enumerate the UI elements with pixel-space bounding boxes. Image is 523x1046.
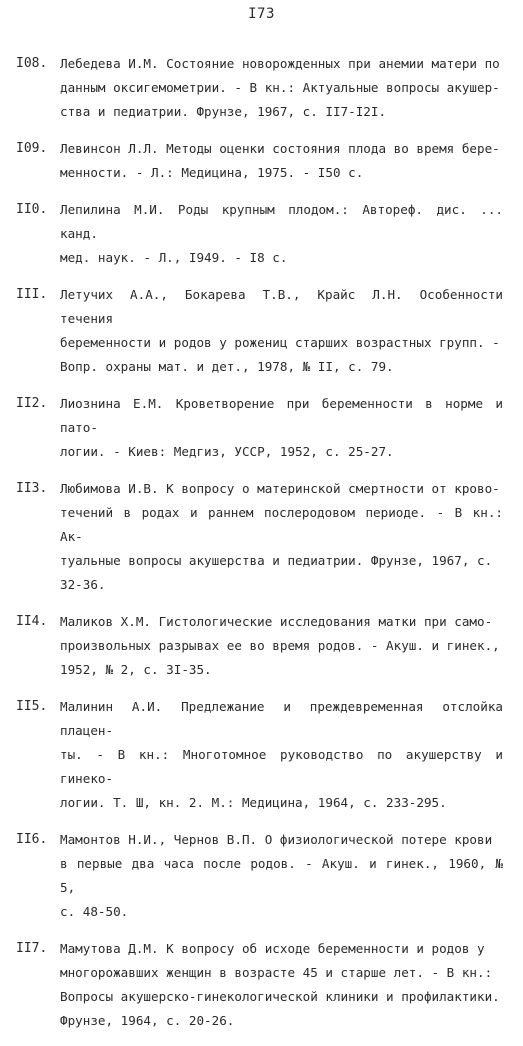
reference-number: I09. xyxy=(16,141,48,156)
page-number: I73 xyxy=(248,6,275,22)
reference-entry xyxy=(0,828,523,924)
reference-text: Маликов Х.М. Гистологические исследования матки при само- произвольных разрывах ее во время родов. - Акуш. и гинек., 1952, № 2, с. 3I-35. xyxy=(60,614,500,677)
reference-entry xyxy=(0,610,523,682)
reference-number: II5. xyxy=(16,699,48,714)
reference-text: Любимова И.В. К вопросу о материнской смертности от крово- течений в родах и раннем послеродовом периоде. - В кн.: Ак- туальные вопросы акушерства и педиатрии. Фрунзе, 1967, с. 32-36. xyxy=(60,481,503,592)
reference-number: II2. xyxy=(16,396,48,411)
reference-number: II7. xyxy=(16,941,48,956)
reference-number: III. xyxy=(16,287,48,302)
reference-entry xyxy=(0,937,523,1033)
reference-list xyxy=(0,52,523,1046)
reference-text: Лиознина Е.М. Кроветворение при беременности в норме и пато- логии. - Киев: Медгиз, УССР, 1952, с. 25-27. xyxy=(60,396,503,459)
reference-text: Лебедева И.М. Состояние новорожденных при анемии матери по данным оксигемометрии. - В кн.: Актуальные вопросы акушер- ства и педиатрии. Фрунзе, 1967, с. II7-I2I. xyxy=(60,56,500,119)
reference-number: II4. xyxy=(16,614,48,629)
reference-number: I08. xyxy=(16,56,48,71)
reference-number: II3. xyxy=(16,481,48,496)
reference-entry xyxy=(0,283,523,379)
reference-entry xyxy=(0,392,523,464)
reference-entry xyxy=(0,695,523,815)
reference-entry xyxy=(0,52,523,124)
reference-number: II0. xyxy=(16,202,48,217)
reference-text: Левинсон Л.Л. Методы оценки состояния плода во время бере- менности. - Л.: Медицина, 1975. - I50 с. xyxy=(60,141,500,180)
reference-entry xyxy=(0,477,523,597)
reference-text: Летучих А.А., Бокарева Т.В., Крайс Л.Н. Особенности течения беременности и родов у рожениц старших возрастных групп. - Вопр. охраны мат. и дет., 1978, № II, с. 79. xyxy=(60,287,503,374)
reference-entry xyxy=(0,137,523,185)
reference-text: Малинин А.И. Предлежание и преждевременная отслойка плацен- ты. - В кн.: Многотомное руководство по акушерству и гинеко- логии. Т. Ш, кн. 2. М.: Медицина, 1964, с. 233-295. xyxy=(60,699,503,810)
reference-text: Мамутова Д.М. К вопросу об исходе беременности и родов у многорожавших женщин в возрасте 45 и старше лет. - В кн.: Вопросы акушерско-гинекологической клиники и профилактики. Фрунзе, 1964, с. 20-26. xyxy=(60,941,500,1028)
reference-text: Лепилина М.И. Роды крупным плодом.: Автореф. дис. ... канд. мед. наук. - Л., I949. - I8 с. xyxy=(60,202,503,265)
reference-text: Мамонтов Н.И., Чернов В.П. О физиологической потере крови в первые два часа после родов. - Акуш. и гинек., 1960, № 5, с. 48-50. xyxy=(60,832,503,919)
reference-number: II6. xyxy=(16,832,48,847)
reference-entry xyxy=(0,198,523,270)
